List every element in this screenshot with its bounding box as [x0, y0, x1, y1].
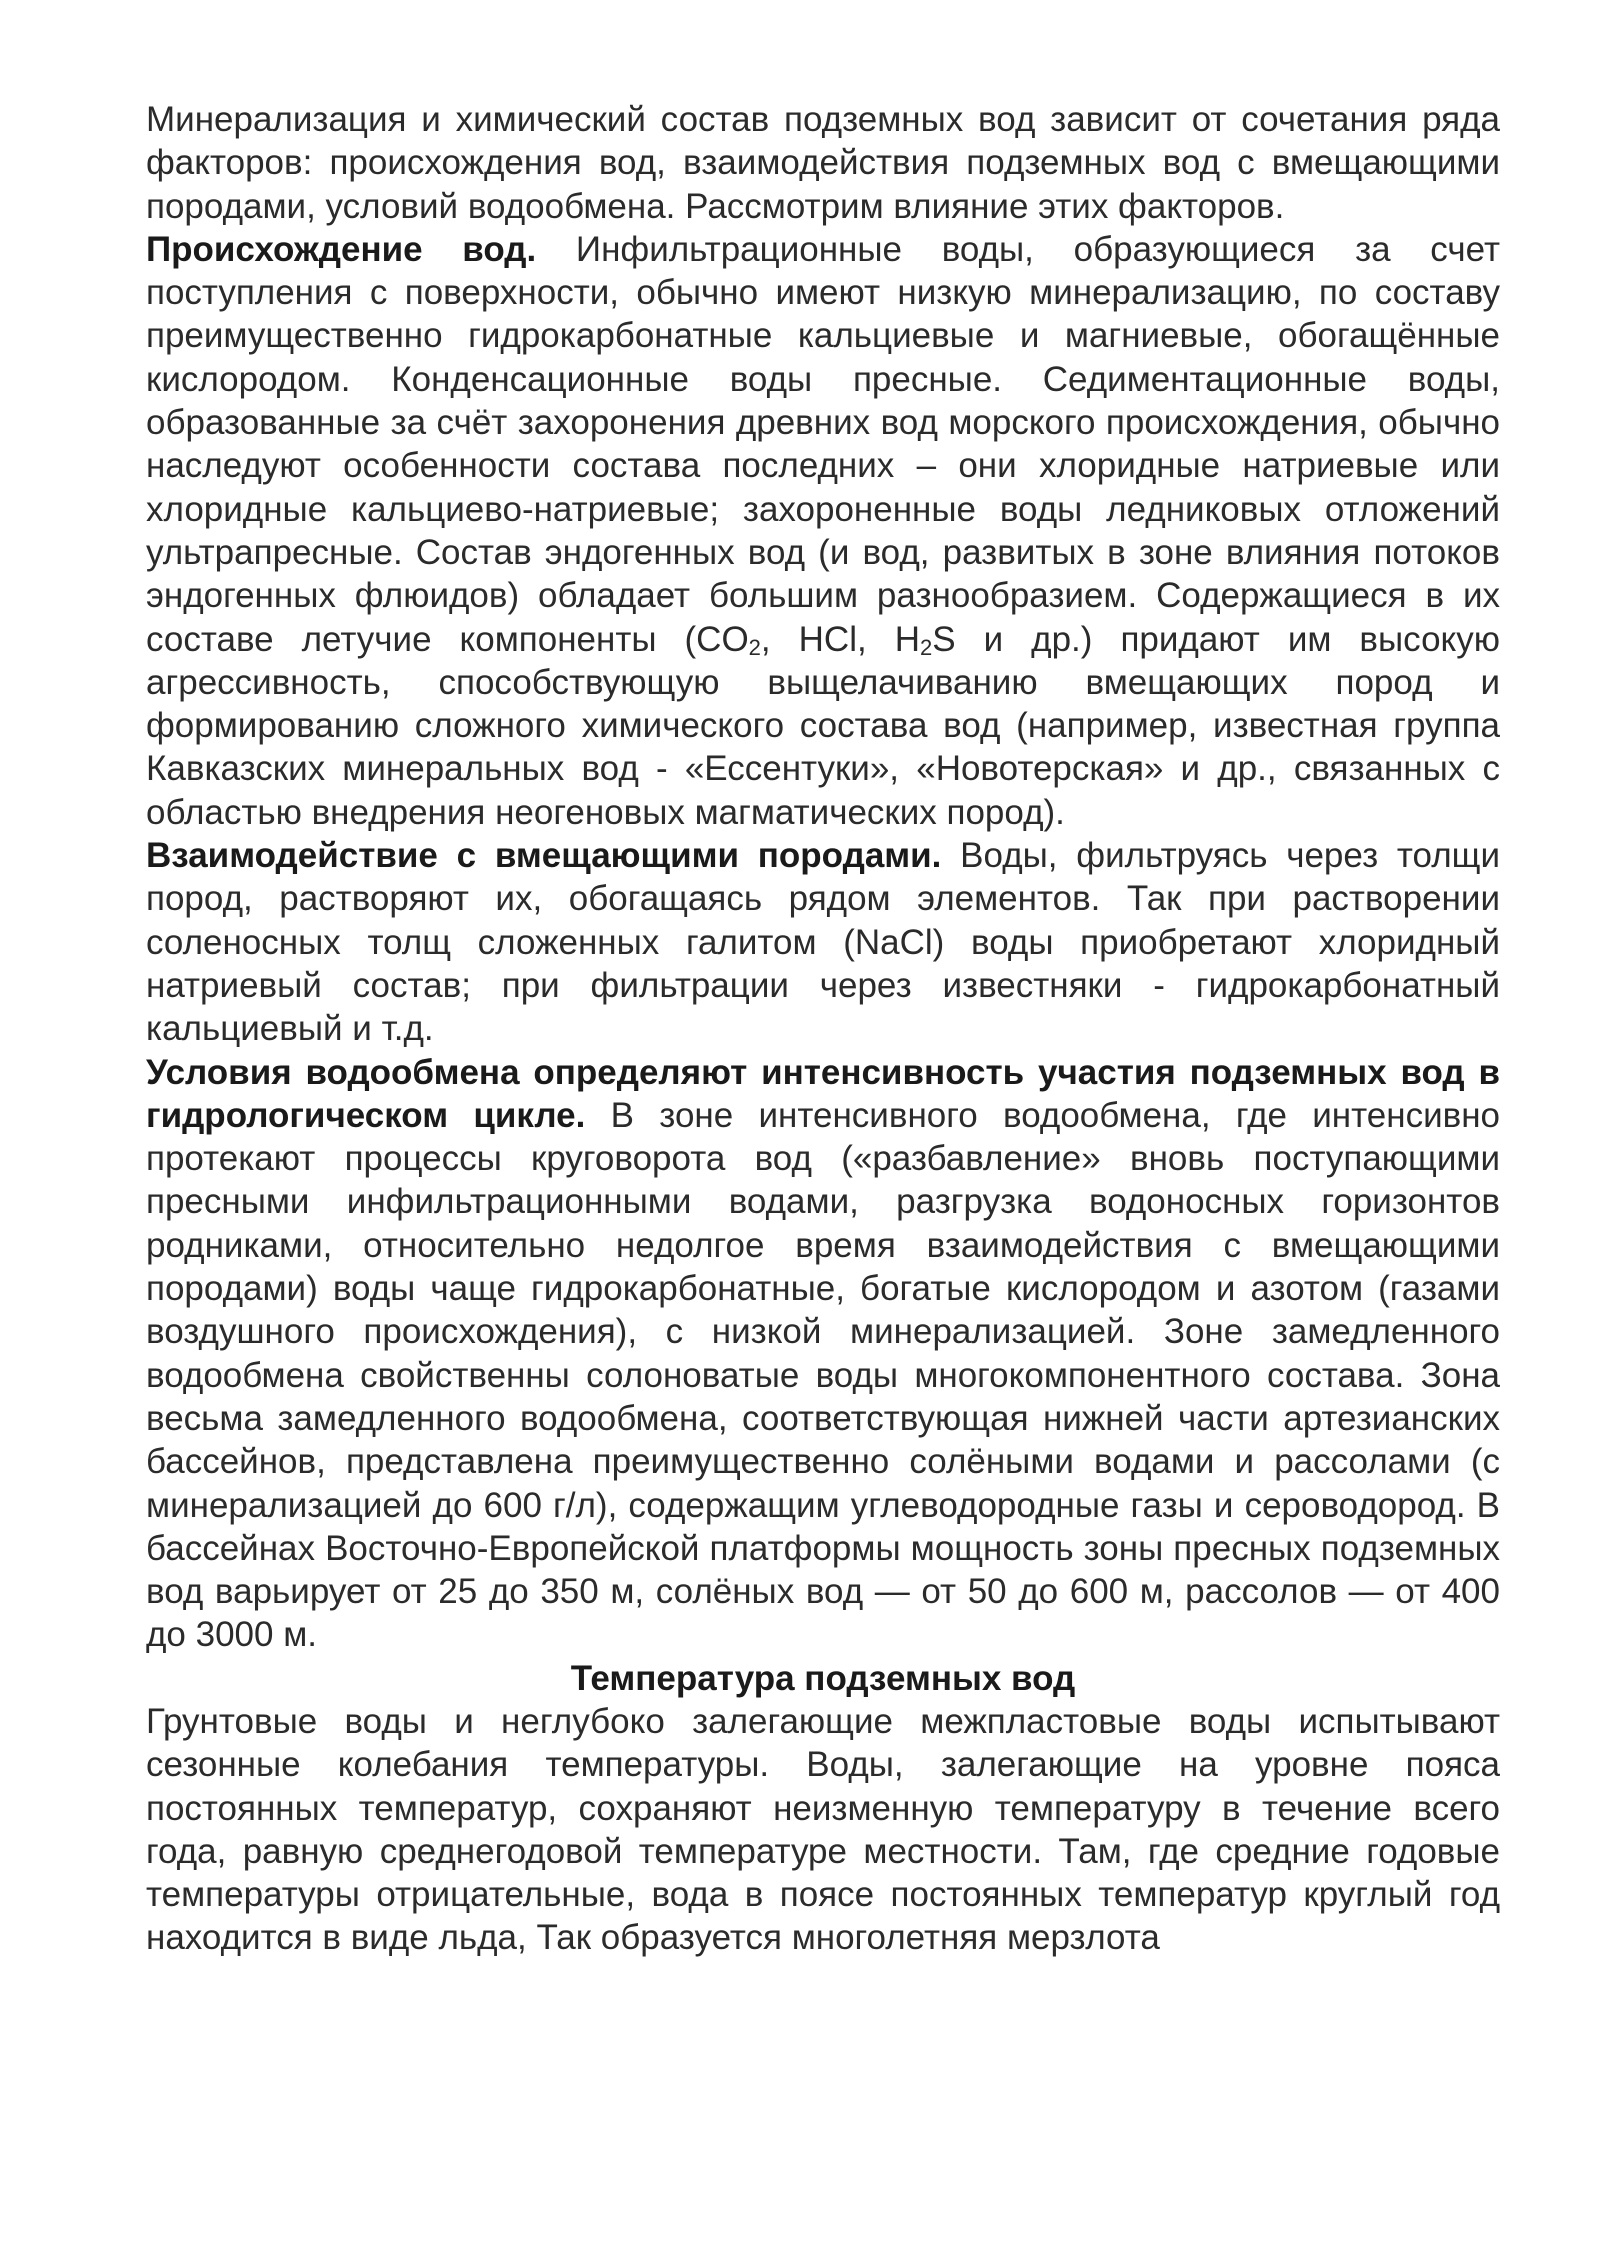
rock-interaction-text: Воды, фильтруясь через толщи пород, растворяют их, обогащаясь рядом элементов. Так при растворении соленосных толщ сложенных галитом (NaCl) воды приобретают хлоридный натриевый состав; при фильтрации через известняки - гидрокарбонатный кальциевый и т.д.	[146, 836, 1501, 1049]
section-heading-temperature: Температура подземных вод	[570, 1658, 1076, 1698]
paragraph-origin	[146, 228, 1500, 834]
document-page	[146, 98, 1500, 1960]
origin-heading: Происхождение вод.	[146, 229, 537, 269]
origin-sub-1: 2	[748, 634, 761, 660]
paragraph-rock-interaction	[146, 834, 1500, 1050]
origin-text-3: S и др.) придают им высокую агрессивность, способствующую выщелачиванию вмещающих пород и формированию сложного химического состава вод (например, известная группа Кавказских минеральных вод - «Ессентуки», «Новотерская» и др., связанных с областью внедрения неогеновых магматических пород).	[146, 619, 1501, 832]
origin-text-1: Инфильтрационные воды, образующиеся за счет поступления с поверхности, обычно имеют низкую минерализацию, по составу преимущественно гидрокарбонатные кальциевые и магниевые, обогащённые кислородом. Конденсационные воды пресные. Седиментационные воды, образованные за счёт захоронения древних вод морского происхождения, обычно наследуют особенности состава последних – они хлоридные натриевые или хлоридные кальциево-натриевые; захороненные воды ледниковых отложений ультрапресные. Состав эндогенных вод (и вод, развитых в зоне влияния потоков эндогенных флюидов) обладает большим разнообразием. Содержащиеся в их составе летучие компоненты (CO	[146, 229, 1500, 659]
water-exchange-heading: Условия водообмена определяют интенсивность участия подземных вод в гидрологическом цикле.	[146, 1052, 1500, 1135]
paragraph-temperature: Грунтовые воды и неглубоко залегающие межпластовые воды испытывают сезонные колебания температуры. Воды, залегающие на уровне пояса постоянных температур, сохраняют неизменную температуру в течение всего года, равную среднегодовой температуре местности. Там, где средние годовые температуры отрицательные, вода в поясе постоянных температур круглый год находится в виде льда, Так образуется многолетняя мерзлота	[146, 1701, 1500, 1958]
paragraph-water-exchange	[146, 1051, 1500, 1657]
water-exchange-text: В зоне интенсивного водообмена, где интенсивно протекают процессы круговорота вод («разбавление» вновь поступающими пресными инфильтрационными водами, разгрузка водоносных горизонтов родниками, относительно недолгое время взаимодействия с вмещающими породами) воды чаще гидрокарбонатные, богатые кислородом и азотом (газами воздушного происхождения), с низкой минерализацией. Зоне замедленного водообмена свойственны солоноватые воды многокомпонентного состава. Зона весьма замедленного водообмена, соответствующая нижней части артезианских бассейнов, представлена преимущественно солёными водами и рассолами (с минерализацией до 600 г/л), содержащим углеводородные газы и сероводород. В бассейнах Восточно-Европейской платформы мощность зоны пресных подземных вод варьирует от 25 до 350 м, солёных вод — от 50 до 600 м, рассолов — от 400 до 3000 м.	[146, 1095, 1501, 1655]
origin-sub-2: 2	[920, 634, 933, 660]
origin-text-2: , HCl, H	[760, 619, 920, 659]
rock-interaction-heading: Взаимодействие с вмещающими породами.	[146, 836, 942, 876]
paragraph-intro: Минерализация и химический состав подземных вод зависит от сочетания ряда факторов: происхождения вод, взаимодействия подземных вод с вмещающими породами, условий водообмена. Рассмотрим влияние этих факторов.	[146, 100, 1500, 226]
